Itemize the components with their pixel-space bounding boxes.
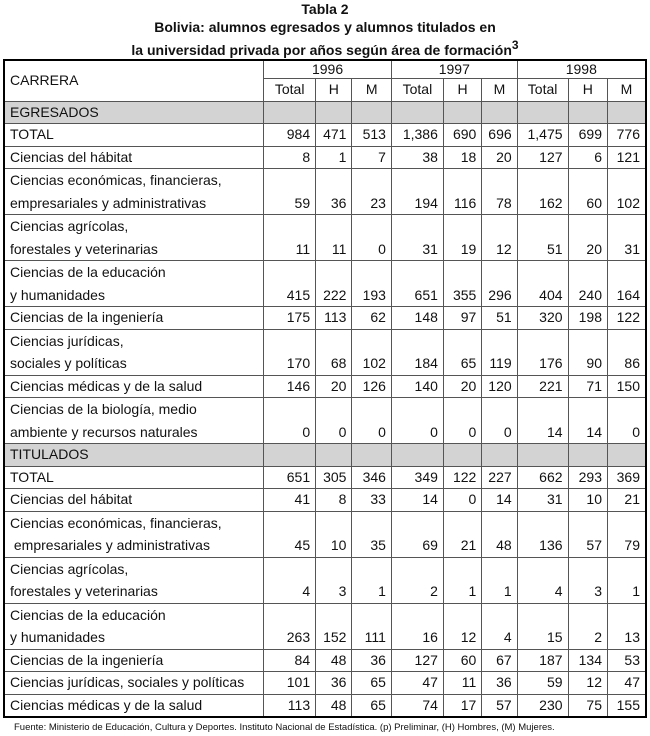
value-cell: 187 [517,649,568,672]
col-h-header: H [443,79,481,102]
value-cell: 0 [443,398,481,444]
title-line-3-text: la universidad privada por años según área de formación [131,42,512,58]
value-cell: 36 [316,672,352,695]
value-cell: 65 [443,329,481,375]
col-h-header: H [316,79,352,102]
value-cell: 651 [391,261,443,307]
carrera-name [4,603,264,649]
table-body [4,60,646,717]
carrera-name-line: empresariales y administrativas [10,194,207,211]
col-total-header: Total [391,79,443,102]
value-cell: 69 [391,511,443,557]
value-cell: 48 [482,511,517,557]
value-cell: 193 [352,261,391,307]
table-row [4,511,646,557]
value-cell: 2 [568,603,607,649]
section-empty-cell [443,101,481,124]
value-cell: 14 [391,489,443,512]
carrera-name [4,649,264,672]
value-cell: 18 [443,146,481,169]
value-cell: 0 [443,489,481,512]
value-cell: 4 [482,603,517,649]
table-row [4,375,646,398]
value-cell: 57 [482,694,517,717]
value-cell: 38 [391,146,443,169]
table-row [4,672,646,695]
value-cell: 102 [608,169,647,215]
value-cell: 45 [264,511,316,557]
carrera-name-line: Ciencias médicas y de la salud [10,377,203,394]
value-cell: 175 [264,307,316,330]
value-cell: 41 [264,489,316,512]
carrera-name [4,169,264,215]
value-cell: 113 [316,307,352,330]
value-cell: 1,475 [517,124,568,147]
value-cell: 23 [352,169,391,215]
value-cell: 184 [391,329,443,375]
value-cell: 2 [391,557,443,603]
value-cell: 62 [352,307,391,330]
value-cell: 17 [443,694,481,717]
table-title [0,0,650,59]
carrera-name-line: Ciencias jurídicas, sociales y políticas [10,674,245,690]
value-cell: 3 [316,557,352,603]
section-empty-cell [517,101,568,124]
value-cell: 0 [482,398,517,444]
carrera-name [4,511,264,557]
table-row [4,329,646,375]
value-cell: 4 [517,557,568,603]
table-row [4,649,646,672]
value-cell: 11 [443,672,481,695]
value-cell: 51 [482,307,517,330]
value-cell: 111 [352,603,391,649]
value-cell: 74 [391,694,443,717]
section-empty-cell [316,101,352,124]
carrera-name-line: Ciencias del hábitat [10,148,133,165]
footnote-marker: 3 [511,38,519,52]
value-cell: 155 [608,694,647,717]
col-total-header: Total [517,79,568,102]
carrera-name-line: Ciencias del hábitat [10,491,133,507]
value-cell: 71 [568,375,607,398]
value-cell: 121 [608,146,647,169]
value-cell: 11 [264,215,316,261]
title-line-3 [0,36,650,59]
value-cell: 122 [443,466,481,489]
value-cell: 230 [517,694,568,717]
section-empty-cell [482,444,517,467]
value-cell: 7 [352,146,391,169]
section-empty-cell [391,101,443,124]
section-row-egresados [4,101,646,124]
table-row [4,307,646,330]
table-row [4,169,646,215]
carrera-name-line: Ciencias agrícolas, [10,218,129,234]
value-cell: 8 [316,489,352,512]
value-cell: 86 [608,329,647,375]
value-cell: 415 [264,261,316,307]
value-cell: 48 [316,649,352,672]
carrera-name [4,329,264,375]
value-cell: 305 [316,466,352,489]
col-m-header: M [608,79,647,102]
section-empty-cell [352,101,391,124]
value-cell: 59 [517,672,568,695]
carrera-name [4,215,264,261]
source-footnote: Fuente: Ministerio de Educación, Cultura y Deportes. Instituto Nacional de Estadística. (p) Preliminar, (H) Hombres, (M) Mujeres. [14,722,555,733]
value-cell: 102 [352,329,391,375]
carrera-name-line: Ciencias jurídicas, [10,332,124,349]
value-cell: 355 [443,261,481,307]
table-row [4,557,646,603]
value-cell: 47 [391,672,443,695]
value-cell: 15 [517,603,568,649]
year-header: 1998 [517,60,646,79]
value-cell: 19 [443,215,481,261]
value-cell: 65 [352,694,391,717]
col-h-header: H [568,79,607,102]
carrera-name [4,261,264,307]
value-cell: 0 [264,398,316,444]
section-empty-cell [568,444,607,467]
value-cell: 126 [352,375,391,398]
value-cell: 51 [517,215,568,261]
col-m-header: M [352,79,391,102]
value-cell: 776 [608,124,647,147]
section-empty-cell [517,444,568,467]
carrera-name [4,694,264,717]
value-cell: 11 [316,215,352,261]
value-cell: 101 [264,672,316,695]
value-cell: 13 [608,603,647,649]
value-cell: 14 [517,398,568,444]
value-cell: 67 [482,649,517,672]
value-cell: 12 [482,215,517,261]
value-cell: 53 [608,649,647,672]
value-cell: 221 [517,375,568,398]
value-cell: 152 [316,603,352,649]
table-row [4,466,646,489]
section-label: EGRESADOS [4,101,264,124]
value-cell: 31 [391,215,443,261]
value-cell: 140 [391,375,443,398]
value-cell: 119 [482,329,517,375]
value-cell: 8 [264,146,316,169]
carrera-name [4,557,264,603]
title-line-2: Bolivia: alumnos egresados y alumnos titulados en [154,19,496,35]
col-total-header: Total [264,79,316,102]
value-cell: 176 [517,329,568,375]
data-table-wrapper [3,59,647,718]
carrera-name-line: ambiente y recursos naturales [10,423,198,440]
value-cell: 240 [568,261,607,307]
section-empty-cell [391,444,443,467]
value-cell: 0 [608,398,647,444]
value-cell: 1 [608,557,647,603]
value-cell: 68 [316,329,352,375]
section-empty-cell [482,101,517,124]
carrera-name-line: Ciencias económicas, financieras, [10,514,222,531]
value-cell: 194 [391,169,443,215]
carrera-name-line: TOTAL [10,126,54,142]
value-cell: 1,386 [391,124,443,147]
table-row [4,261,646,307]
value-cell: 699 [568,124,607,147]
value-cell: 97 [443,307,481,330]
value-cell: 120 [482,375,517,398]
carrera-name-line: forestales y veterinarias [10,240,158,257]
value-cell: 20 [316,375,352,398]
carrera-name-line: y humanidades [10,629,105,645]
value-cell: 170 [264,329,316,375]
carrera-name [4,307,264,330]
carrera-name-line: TOTAL [10,468,54,485]
value-cell: 84 [264,649,316,672]
section-empty-cell [352,444,391,467]
table-row [4,215,646,261]
data-table [3,59,647,718]
value-cell: 14 [482,489,517,512]
value-cell: 127 [391,649,443,672]
value-cell: 984 [264,124,316,147]
carrera-name [4,375,264,398]
value-cell: 296 [482,261,517,307]
section-empty-cell [264,444,316,467]
value-cell: 12 [443,603,481,649]
section-empty-cell [443,444,481,467]
value-cell: 122 [608,307,647,330]
section-empty-cell [608,444,647,467]
value-cell: 57 [568,511,607,557]
value-cell: 150 [608,375,647,398]
value-cell: 662 [517,466,568,489]
header-row-years [4,60,646,79]
value-cell: 696 [482,124,517,147]
year-header: 1997 [391,60,517,79]
section-empty-cell [316,444,352,467]
value-cell: 36 [482,672,517,695]
value-cell: 12 [568,672,607,695]
value-cell: 79 [608,511,647,557]
value-cell: 36 [316,169,352,215]
value-cell: 513 [352,124,391,147]
value-cell: 0 [391,398,443,444]
carrera-name-line: Ciencias de la ingeniería [10,309,164,325]
value-cell: 36 [352,649,391,672]
carrera-name-line: Ciencias económicas, financieras, [10,172,222,188]
value-cell: 75 [568,694,607,717]
value-cell: 10 [316,511,352,557]
carrera-name [4,466,264,489]
value-cell: 404 [517,261,568,307]
value-cell: 127 [517,146,568,169]
table-row [4,603,646,649]
value-cell: 148 [391,307,443,330]
value-cell: 65 [352,672,391,695]
carrera-name-line: Ciencias de la biología, medio [10,401,197,417]
value-cell: 21 [608,489,647,512]
carrera-name-line: Ciencias de la ingeniería [10,651,164,668]
value-cell: 60 [443,649,481,672]
value-cell: 90 [568,329,607,375]
carrera-name-line: y humanidades [10,286,105,303]
value-cell: 31 [517,489,568,512]
value-cell: 20 [443,375,481,398]
value-cell: 1 [316,146,352,169]
value-cell: 1 [482,557,517,603]
value-cell: 263 [264,603,316,649]
table-row [4,489,646,512]
section-label: TITULADOS [4,444,264,467]
value-cell: 10 [568,489,607,512]
value-cell: 227 [482,466,517,489]
carrera-name-line: Ciencias médicas y de la salud [10,696,203,713]
value-cell: 20 [568,215,607,261]
value-cell: 346 [352,466,391,489]
carrera-name-line: sociales y políticas [10,355,127,371]
carrera-name-line: Ciencias de la educación [10,264,166,280]
value-cell: 47 [608,672,647,695]
table-row [4,146,646,169]
value-cell: 222 [316,261,352,307]
value-cell: 0 [352,398,391,444]
value-cell: 59 [264,169,316,215]
section-empty-cell [568,101,607,124]
value-cell: 20 [482,146,517,169]
value-cell: 3 [568,557,607,603]
value-cell: 349 [391,466,443,489]
value-cell: 35 [352,511,391,557]
value-cell: 16 [391,603,443,649]
value-cell: 4 [264,557,316,603]
value-cell: 21 [443,511,481,557]
value-cell: 134 [568,649,607,672]
value-cell: 690 [443,124,481,147]
value-cell: 78 [482,169,517,215]
table-row [4,124,646,147]
value-cell: 162 [517,169,568,215]
value-cell: 146 [264,375,316,398]
value-cell: 293 [568,466,607,489]
value-cell: 48 [316,694,352,717]
section-empty-cell [608,101,647,124]
value-cell: 136 [517,511,568,557]
carrera-name [4,398,264,444]
title-line-1: Tabla 2 [301,1,349,17]
section-empty-cell [264,101,316,124]
value-cell: 60 [568,169,607,215]
col-m-header: M [482,79,517,102]
value-cell: 164 [608,261,647,307]
value-cell: 369 [608,466,647,489]
value-cell: 320 [517,307,568,330]
carrera-header: CARRERA [4,60,264,101]
table-row [4,398,646,444]
value-cell: 1 [352,557,391,603]
value-cell: 116 [443,169,481,215]
value-cell: 31 [608,215,647,261]
value-cell: 0 [352,215,391,261]
carrera-name [4,124,264,147]
table-row [4,694,646,717]
value-cell: 0 [316,398,352,444]
carrera-name [4,672,264,695]
value-cell: 33 [352,489,391,512]
value-cell: 113 [264,694,316,717]
value-cell: 651 [264,466,316,489]
value-cell: 1 [443,557,481,603]
value-cell: 14 [568,398,607,444]
carrera-name [4,489,264,512]
year-header: 1996 [264,60,392,79]
carrera-name-line: forestales y veterinarias [10,583,158,599]
carrera-name-line: Ciencias agrícolas, [10,560,129,577]
value-cell: 471 [316,124,352,147]
carrera-name-line: Ciencias de la educación [10,606,166,623]
value-cell: 198 [568,307,607,330]
carrera-name-line: empresariales y administrativas [10,537,210,553]
section-row-titulados [4,444,646,467]
value-cell: 6 [568,146,607,169]
carrera-name [4,146,264,169]
